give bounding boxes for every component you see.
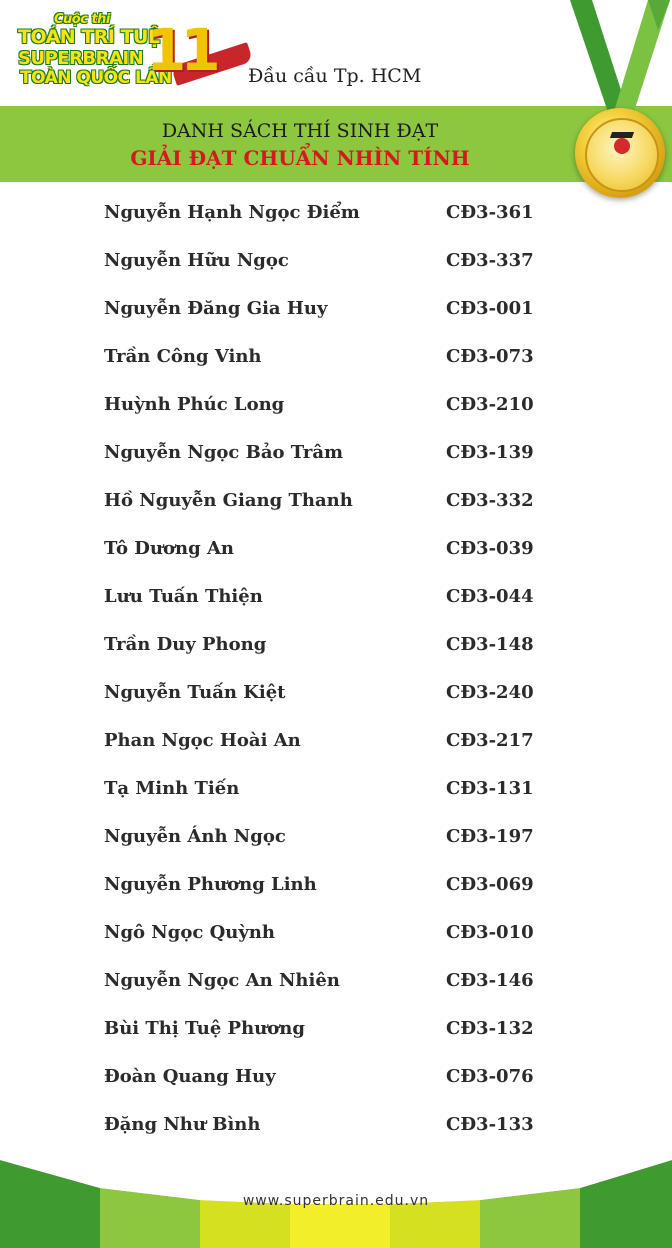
participant-row xyxy=(0,530,672,578)
website-url: www.superbrain.edu.vn xyxy=(242,1193,430,1209)
participant-name: Hồ Nguyễn Giang Thanh xyxy=(104,490,353,511)
participant-name: Lưu Tuấn Thiện xyxy=(104,586,263,607)
participant-code: CĐ3-001 xyxy=(446,298,534,319)
banner-subtitle: GIẢI ĐẠT CHUẨN NHÌN TÍNH xyxy=(130,146,470,170)
participant-name: Huỳnh Phúc Long xyxy=(104,394,285,415)
participant-code: CĐ3-044 xyxy=(446,586,534,607)
participant-row xyxy=(0,1010,672,1058)
participant-row xyxy=(0,1058,672,1106)
participant-code: CĐ3-132 xyxy=(446,1018,534,1039)
participant-code: CĐ3-217 xyxy=(446,730,534,751)
participant-name: Đoàn Quang Huy xyxy=(104,1066,276,1087)
banner-title: DANH SÁCH THÍ SINH ĐẠT xyxy=(161,120,439,142)
participant-code: CĐ3-076 xyxy=(446,1066,534,1087)
participant-row xyxy=(0,434,672,482)
participant-code: CĐ3-133 xyxy=(446,1114,534,1135)
participant-row xyxy=(0,722,672,770)
logo-number: 11 xyxy=(146,16,215,84)
participant-row xyxy=(0,914,672,962)
participant-row xyxy=(0,578,672,626)
participant-code: CĐ3-210 xyxy=(446,394,534,415)
participant-code: CĐ3-010 xyxy=(446,922,534,943)
gold-medal-icon xyxy=(575,108,665,198)
participant-name: Trần Duy Phong xyxy=(104,634,267,655)
participant-code: CĐ3-069 xyxy=(446,874,534,895)
participant-name: Nguyễn Hạnh Ngọc Điểm xyxy=(104,202,360,223)
participant-code: CĐ3-148 xyxy=(446,634,534,655)
participant-code: CĐ3-332 xyxy=(446,490,534,511)
participant-row xyxy=(0,770,672,818)
participant-code: CĐ3-131 xyxy=(446,778,534,799)
participant-name: Đặng Như Bình xyxy=(104,1114,261,1135)
participant-code: CĐ3-240 xyxy=(446,682,534,703)
participant-name: Nguyễn Ánh Ngọc xyxy=(104,826,286,847)
participant-code: CĐ3-073 xyxy=(446,346,534,367)
logo-line-3: TOÀN QUỐC LẦN xyxy=(20,68,172,88)
participant-row xyxy=(0,962,672,1010)
medal-face xyxy=(585,118,659,192)
participant-row xyxy=(0,386,672,434)
participant-name: Nguyễn Hữu Ngọc xyxy=(104,250,289,271)
contest-logo xyxy=(14,10,250,96)
logo-line-2: SUPERBRAIN xyxy=(18,48,144,69)
participant-row xyxy=(0,194,672,242)
participant-row xyxy=(0,1106,672,1154)
participant-name: Nguyễn Đăng Gia Huy xyxy=(104,298,328,319)
participant-name: Nguyễn Ngọc An Nhiên xyxy=(104,970,340,991)
participant-row xyxy=(0,338,672,386)
participant-row xyxy=(0,626,672,674)
participant-code: CĐ3-337 xyxy=(446,250,534,271)
participant-row xyxy=(0,290,672,338)
participant-row xyxy=(0,242,672,290)
participant-name: Ngô Ngọc Quỳnh xyxy=(104,922,275,943)
location-label: Đầu cầu Tp. HCM xyxy=(248,65,422,87)
logo-line-1: TOÁN TRÍ TUỆ xyxy=(18,26,161,48)
participant-name: Tạ Minh Tiến xyxy=(104,778,240,799)
participant-name: Tô Dương An xyxy=(104,538,234,559)
participant-code: CĐ3-197 xyxy=(446,826,534,847)
logo-line-0: Cuộc thi xyxy=(54,12,110,27)
participant-row xyxy=(0,674,672,722)
participant-row xyxy=(0,818,672,866)
participant-code: CĐ3-139 xyxy=(446,442,534,463)
participant-name: Phan Ngọc Hoài An xyxy=(104,730,301,751)
participant-name: Nguyễn Ngọc Bảo Trâm xyxy=(104,442,344,463)
participant-code: CĐ3-039 xyxy=(446,538,534,559)
mascot-icon xyxy=(614,138,630,154)
participant-row xyxy=(0,866,672,914)
participant-code: CĐ3-361 xyxy=(446,202,534,223)
participant-code: CĐ3-146 xyxy=(446,970,534,991)
participant-name: Bùi Thị Tuệ Phương xyxy=(104,1018,305,1039)
participant-name: Nguyễn Phương Linh xyxy=(104,874,317,895)
participant-row xyxy=(0,482,672,530)
participant-name: Nguyễn Tuấn Kiệt xyxy=(104,682,286,703)
participant-name: Trần Công Vinh xyxy=(104,346,262,367)
